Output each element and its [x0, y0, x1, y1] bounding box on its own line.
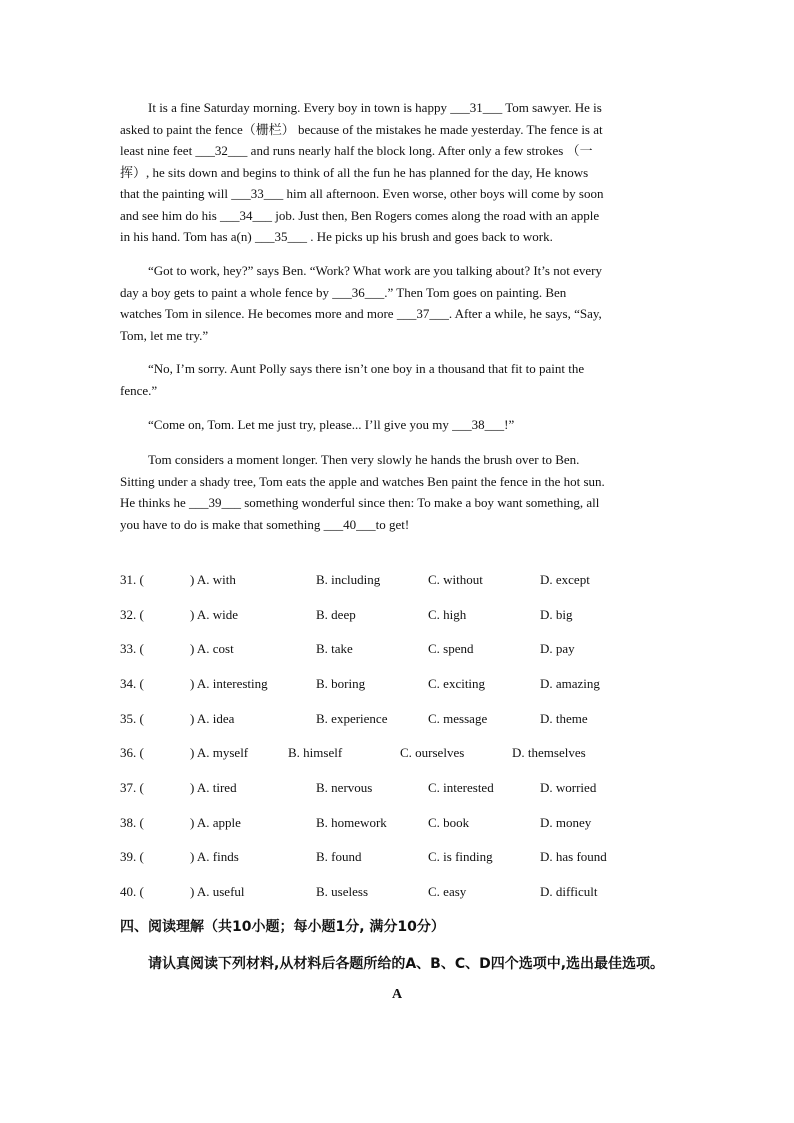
- passage-line: Tom considers a moment longer. Then very slowly he hands the brush over to Ben.: [148, 452, 580, 467]
- passage-line: fence.”: [120, 382, 158, 398]
- option-a: ) A. idea: [190, 711, 235, 726]
- option-c: C. without: [428, 572, 483, 587]
- option-b: B. experience: [316, 711, 388, 726]
- option-a: ) A. apple: [190, 815, 241, 830]
- option-d: D. difficult: [540, 884, 598, 899]
- option-c: C. interested: [428, 780, 494, 795]
- part-label: A: [391, 987, 403, 1002]
- option-a: ) A. myself: [190, 745, 249, 760]
- option-d: D. has found: [540, 849, 607, 864]
- section-instruction: 请认真阅读下列材料,从材料后各题所给的A、B、C、D四个选项中,选出最佳选项。: [148, 956, 665, 972]
- option-b: B. homework: [316, 815, 387, 830]
- passage-line: watches Tom in silence. He becomes more and more ___37___. After a while, he says, “Say,: [120, 306, 602, 321]
- question-number: 38. (: [120, 815, 144, 830]
- passage-line: He thinks he ___39___ something wonderful since then: To make a boy want something, all: [120, 495, 600, 510]
- passage-paragraph-5: [120, 449, 670, 535]
- passage-line: “Got to work, hey?” says Ben. “Work? What work are you talking about? It’s not every: [148, 263, 602, 278]
- option-b: B. deep: [316, 607, 356, 622]
- option-a: ) A. wide: [190, 607, 239, 622]
- question-row: [120, 743, 680, 763]
- passage-line: It is a fine Saturday morning. Every boy in town is happy ___31___ Tom sawyer. He is: [148, 100, 602, 115]
- passage-line: asked to paint the fence（栅栏） because of the mistakes he made yesterday. The fence is at: [120, 121, 603, 137]
- option-c: C. message: [428, 711, 488, 726]
- passage-paragraph-3: [120, 358, 670, 401]
- option-c: C. is finding: [428, 849, 493, 864]
- passage-line: “Come on, Tom. Let me just try, please... I’ll give you my ___38___!”: [148, 417, 515, 432]
- question-number: 35. (: [120, 711, 144, 726]
- question-number: 37. (: [120, 780, 144, 795]
- question-number: 31. (: [120, 572, 144, 587]
- passage-line: in his hand. Tom has a(n) ___35___ . He picks up his brush and goes back to work.: [120, 229, 553, 244]
- question-row: [120, 674, 680, 694]
- option-b: B. take: [316, 641, 353, 656]
- question-row: [120, 639, 680, 659]
- option-d: D. except: [540, 572, 590, 587]
- option-a: ) A. finds: [190, 849, 239, 864]
- option-b: B. found: [316, 849, 362, 864]
- option-c: C. exciting: [428, 676, 486, 691]
- option-b: B. nervous: [316, 780, 373, 795]
- question-row: [120, 813, 680, 833]
- question-number: 39. (: [120, 849, 144, 864]
- question-number: 40. (: [120, 884, 144, 899]
- section-heading: 四、阅读理解（共10小题；每小题1分, 满分10分）: [120, 919, 445, 935]
- option-b: B. including: [316, 572, 381, 587]
- question-number: 32. (: [120, 607, 144, 622]
- passage-paragraph-4: [120, 414, 670, 436]
- question-row: [120, 882, 680, 902]
- passage-line: least nine feet ___32___ and runs nearly half the block long. After only a few strokes （一: [120, 143, 593, 158]
- passage-line: day a boy gets to paint a whole fence by ___36___.” Then Tom goes on painting. Ben: [120, 284, 567, 300]
- option-a: ) A. interesting: [190, 676, 268, 691]
- option-d: D. money: [540, 815, 592, 830]
- question-row: [120, 605, 680, 625]
- option-c: C. spend: [428, 641, 474, 656]
- option-c: C. ourselves: [400, 745, 465, 760]
- option-a: ) A. cost: [190, 641, 234, 656]
- passage-paragraph-2: [120, 260, 670, 346]
- question-row: [120, 709, 680, 729]
- option-a: ) A. with: [190, 572, 236, 587]
- option-b: B. himself: [288, 745, 343, 760]
- question-row: [120, 778, 680, 798]
- option-d: D. big: [540, 607, 573, 622]
- passage-line: you have to do is make that something ___40___to get!: [120, 516, 410, 532]
- option-d: D. themselves: [512, 745, 586, 760]
- option-c: C. easy: [428, 884, 467, 899]
- option-b: B. boring: [316, 676, 366, 691]
- question-number: 34. (: [120, 676, 144, 691]
- option-d: D. theme: [540, 711, 588, 726]
- passage-line: 挥）, he sits down and begins to think of all the fun he has planned for the day, He knows: [120, 164, 589, 180]
- passage-line: “No, I’m sorry. Aunt Polly says there isn’t one boy in a thousand that fit to paint the: [148, 361, 585, 376]
- passage-paragraph-1: [120, 97, 670, 248]
- question-row: [120, 570, 680, 590]
- question-number: 33. (: [120, 641, 144, 656]
- option-c: C. book: [428, 815, 470, 830]
- question-row: [120, 847, 680, 867]
- option-c: C. high: [428, 607, 467, 622]
- passage-line: that the painting will ___33___ him all afternoon. Even worse, other boys will come by soon: [120, 186, 604, 201]
- passage-line: Sitting under a shady tree, Tom eats the apple and watches Ben paint the fence in the hot sun.: [120, 473, 605, 489]
- option-b: B. useless: [316, 884, 368, 899]
- option-a: ) A. useful: [190, 884, 245, 899]
- passage-line: and see him do his ___34___ job. Just then, Ben Rogers comes along the road with an apple: [120, 207, 600, 223]
- question-number: 36. (: [120, 745, 144, 760]
- passage-line: Tom, let me try.”: [120, 327, 209, 343]
- option-d: D. pay: [540, 641, 575, 656]
- option-d: D. worried: [540, 780, 597, 795]
- option-d: D. amazing: [540, 676, 600, 691]
- option-a: ) A. tired: [190, 780, 237, 795]
